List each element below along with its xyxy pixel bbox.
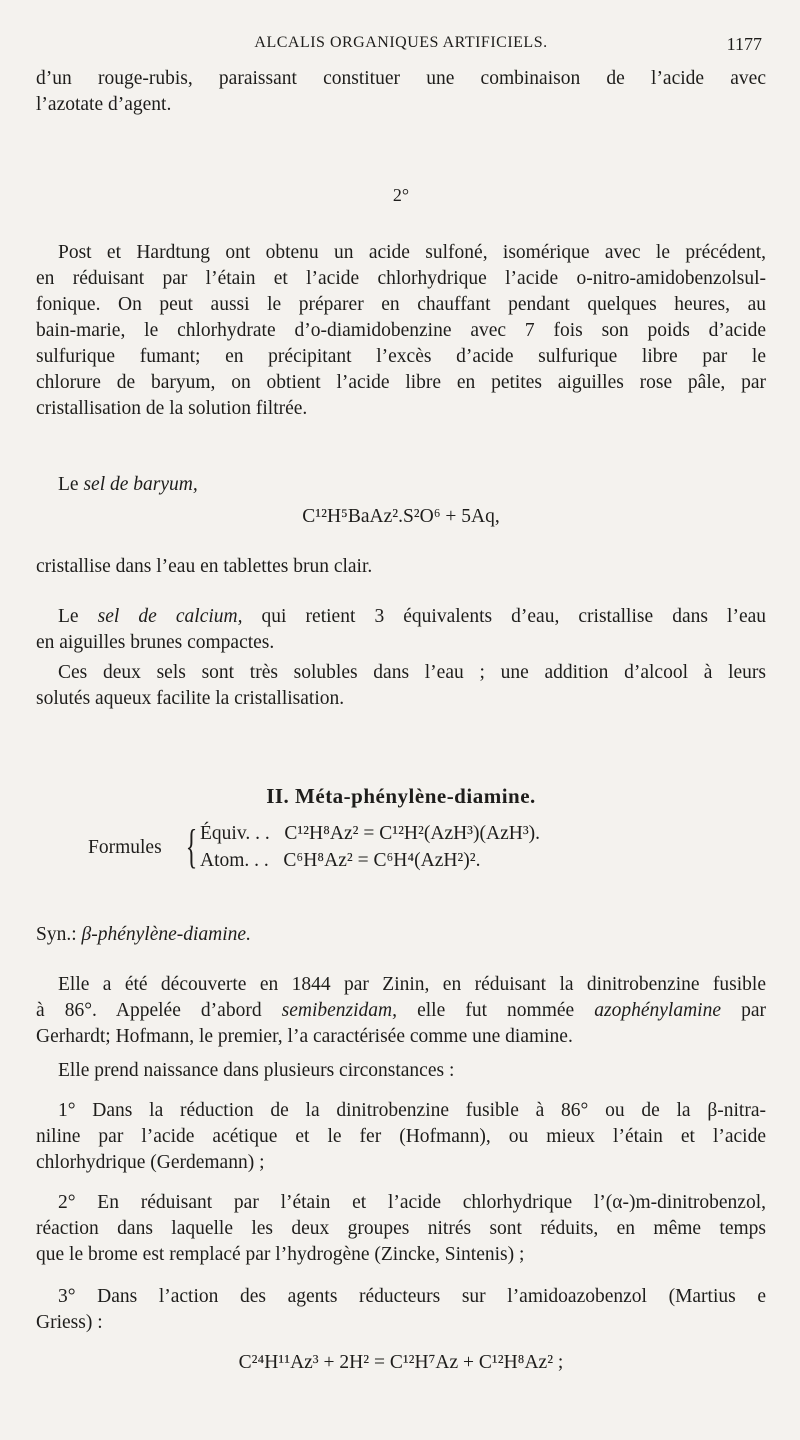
atom-formula-row [200, 847, 481, 874]
item-2-paragraph [36, 1190, 766, 1268]
text-span: qui retient 3 équivalents d’eau, cristallise dans l’eau [242, 606, 766, 627]
baryum-formula: C¹²H⁵BaAz².S²O⁶ + 5Aq, [302, 506, 500, 527]
text-line: réaction dans laquelle les deux groupes nitrés sont réduits, en même temps [36, 1218, 766, 1239]
synonym-line [36, 922, 766, 948]
text-line: d’un rouge-rubis, paraissant constituer une combinaison de l’acide avec [36, 68, 766, 89]
equiv-formula-row [200, 820, 540, 847]
text-line: en réduisant par l’étain et l’acide chlorhydrique l’acide o-nitro-amidobenzolsul- [36, 268, 766, 289]
text-line: niline par l’acide acétique et le fer (Hofmann), ou mieux l’étain et l’acide [36, 1126, 766, 1147]
section-heading: II. Méta-phénylène-diamine. [266, 784, 536, 808]
italic-term: β-phénylène-diamine. [81, 924, 251, 945]
text-span: à 86°. Appelée d’abord [36, 1000, 282, 1021]
naissance-line [36, 1058, 766, 1084]
sel-baryum-description [36, 554, 766, 580]
text-line [36, 998, 766, 1024]
text-line [36, 922, 766, 948]
sel-calcium-paragraph [36, 604, 766, 656]
text-span: Le [58, 474, 84, 495]
ces-deux-paragraph [36, 660, 766, 712]
item-1-paragraph [36, 1098, 766, 1176]
text-line: Griess) : [36, 1312, 103, 1333]
text-line: sulfurique fumant; en précipitant l’excès d’acide sulfurique libre par le [36, 346, 766, 367]
page-number: 1177 [726, 34, 762, 54]
text-span: par [721, 1000, 766, 1021]
text-line: que le brome est remplacé par l’hydrogène (Zincke, Sintenis) ; [36, 1244, 525, 1265]
text-span: Syn.: [36, 924, 82, 945]
text-line: 2° En réduisant par l’étain et l’acide chlorhydrique l’(α-)m-dinitrobenzol, [58, 1192, 766, 1213]
text-line: Elle a été découverte en 1844 par Zinin, en réduisant la dinitrobenzine fusible [58, 974, 766, 995]
text-line: l’azotate d’agent. [36, 94, 172, 115]
text-line: chlorure de baryum, on obtient l’acide libre en petites aiguilles rose pâle, par [36, 372, 766, 393]
italic-term: azophénylamine [594, 1000, 722, 1021]
equiv-label: Équiv. . . [200, 823, 270, 844]
decouverte-paragraph [36, 972, 766, 1050]
equiv-formula: C¹²H⁸Az² = C¹²H²(AzH³)(AzH³). [284, 823, 541, 844]
text-line: en aiguilles brunes compactes. [36, 632, 275, 653]
text-span: Le [58, 606, 98, 627]
text-span: elle fut nommée [397, 1000, 595, 1021]
sel-baryum-paragraph [36, 472, 766, 498]
italic-term: semibenzidam, [281, 1000, 398, 1021]
text-line: solutés aqueux facilite la cristallisation. [36, 688, 345, 709]
atom-label: Atom. . . [200, 850, 269, 871]
text-line: bain-marie, le chlorhydrate d’o-diamidobenzine avec 7 fois son poids d’acide [36, 320, 766, 341]
running-header [36, 34, 766, 58]
intro-paragraph [36, 66, 766, 118]
atom-formula: C⁶H⁸Az² = C⁶H⁴(AzH²)². [283, 850, 481, 871]
item-3-paragraph [36, 1284, 766, 1336]
text-line [36, 604, 766, 630]
final-formula: C²⁴H¹¹Az³ + 2H² = C¹²H⁷Az + C¹²H⁸Az² ; [238, 1352, 564, 1373]
text-line: fonique. On peut aussi le préparer en chauffant pendant quelques heures, au [36, 294, 766, 315]
brace-icon: { [185, 820, 198, 873]
text-line: Elle prend naissance dans plusieurs circonstances : [58, 1060, 455, 1081]
text-line: Gerhardt; Hofmann, le premier, l’a caractérisée comme une diamine. [36, 1026, 573, 1047]
text-line: 3° Dans l’action des agents réducteurs sur l’amidoazobenzol (Martius e [58, 1286, 766, 1307]
text-line: Ces deux sels sont très solubles dans l’eau ; une addition d’alcool à leurs [58, 662, 766, 683]
section-number: 2° [392, 185, 410, 205]
text-line [36, 472, 766, 498]
paragraph-post-hardtung [36, 240, 766, 422]
formules-label: Formules [88, 837, 162, 858]
text-line: 1° Dans la réduction de la dinitrobenzine fusible à 86° ou de la β-nitra- [58, 1100, 766, 1121]
text-line: chlorhydrique (Gerdemann) ; [36, 1152, 265, 1173]
italic-term: sel de calcium, [97, 606, 243, 627]
italic-term: sel de baryum, [83, 474, 198, 495]
header-title: ALCALIS ORGANIQUES ARTIFICIELS. [254, 34, 548, 51]
text-line: Post et Hardtung ont obtenu un acide sulfoné, isomérique avec le précédent, [58, 242, 766, 263]
text-line: cristallise dans l’eau en tablettes brun clair. [36, 556, 373, 577]
text-line: cristallisation de la solution filtrée. [36, 398, 308, 419]
